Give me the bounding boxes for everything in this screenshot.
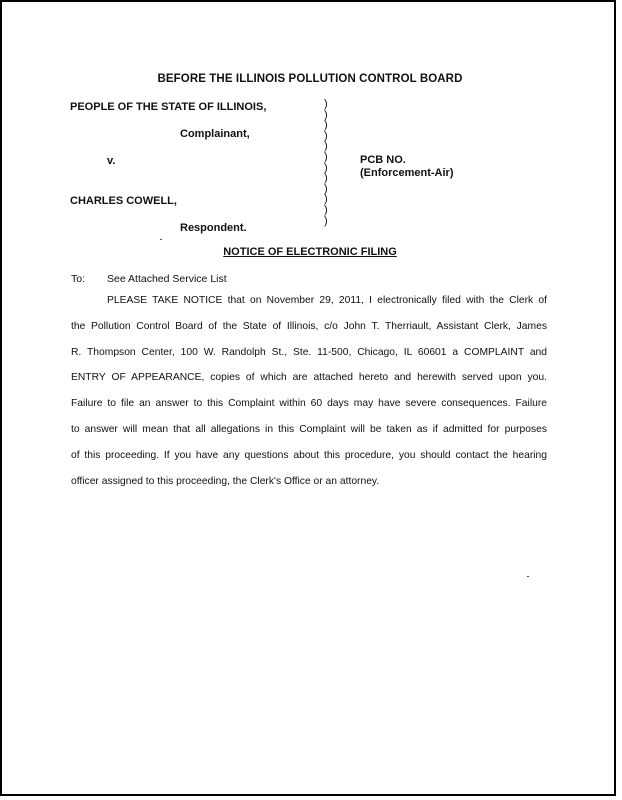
caption-paren: ) (324, 129, 328, 142)
caption-parentheses (324, 99, 334, 226)
plaintiff-role: Complainant, (180, 128, 250, 140)
caption-paren: ) (324, 108, 328, 121)
scan-speck (527, 576, 529, 577)
scan-speck (160, 239, 162, 240)
plaintiff-name: PEOPLE OF THE STATE OF ILLINOIS, (70, 101, 267, 113)
body-line: of this proceeding. If you have any questions about this procedure, you should contact the hearing (71, 449, 547, 461)
caption-paren: ) (324, 193, 328, 206)
caption-paren: ) (324, 161, 328, 174)
caption-paren: ) (324, 172, 328, 185)
body-line: to answer will mean that all allegations in this Complaint will be taken as if admitted for purposes (71, 423, 547, 435)
body-line: officer assigned to this proceeding, the Clerk's Office or an attorney. (71, 475, 380, 487)
versus-label: v. (107, 155, 116, 167)
defendant-name: CHARLES COWELL, (70, 195, 177, 207)
notice-title: NOTICE OF ELECTRONIC FILING (223, 246, 397, 258)
body-line: ENTRY OF APPEARANCE, copies of which are attached hereto and herewith served upon you. (71, 372, 547, 384)
caption-paren: ) (324, 119, 328, 132)
body-line: PLEASE TAKE NOTICE that on November 29, 2011, I electronically filed with the Clerk of (107, 295, 547, 306)
notice-body (71, 294, 547, 500)
caption-paren: ) (324, 214, 328, 227)
body-line: the Pollution Control Board of the State of Illinois, c/o John T. Therriault, Assistant Clerk, James (71, 320, 547, 332)
body-line: Failure to file an answer to this Complaint within 60 days may have severe consequences. Failure (71, 398, 547, 410)
defendant-role: Respondent. (180, 222, 247, 234)
caption-paren: ) (324, 203, 328, 216)
case-type-label: (Enforcement-Air) (360, 167, 454, 179)
caption-paren: ) (324, 98, 328, 110)
to-value: See Attached Service List (107, 273, 227, 285)
caption-paren: ) (324, 182, 328, 195)
caption-paren: ) (324, 150, 328, 163)
body-line: R. Thompson Center, 100 W. Randolph St., Ste. 11-500, Chicago, IL 60601 a COMPLAINT and (71, 346, 547, 358)
to-label: To: (71, 273, 86, 285)
board-title: BEFORE THE ILLINOIS POLLUTION CONTROL BOARD (157, 73, 463, 85)
case-number-label: PCB NO. (360, 154, 406, 166)
caption-paren: ) (324, 140, 328, 153)
